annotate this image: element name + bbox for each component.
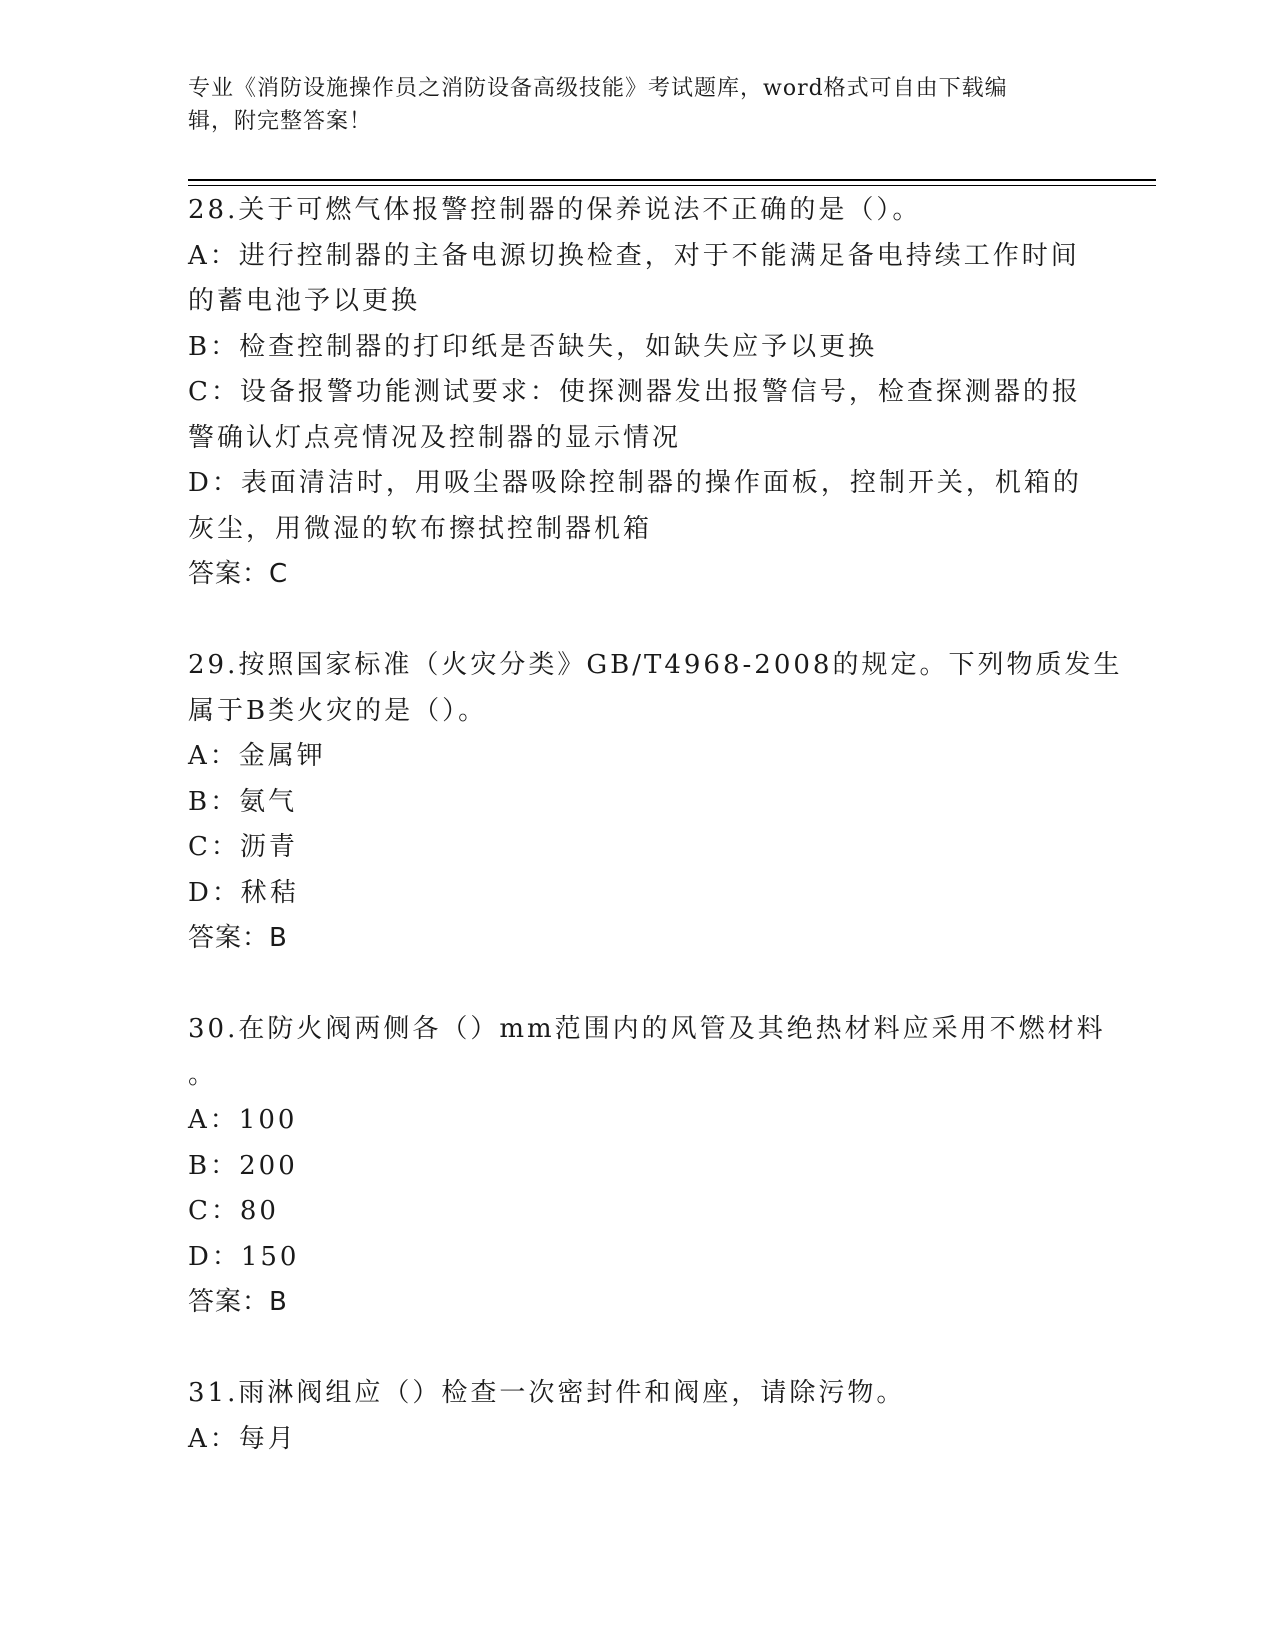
option-b: B：氨气	[188, 786, 298, 817]
question-stem: 29.按照国家标准（火灾分类》GB/T4968-2008的规定。下列物质发生	[188, 650, 1123, 680]
option-a-continued: 的蓄电池予以更换	[188, 286, 421, 316]
answer-line: 答案：C	[188, 559, 289, 589]
header-line: 专业《消防设施操作员之消防设备高级技能》考试题库，word格式可自由下载编	[188, 76, 1008, 101]
question-block	[188, 188, 1088, 598]
option-d: D：150	[188, 1241, 300, 1272]
question-stem-continued: 属于B类火灾的是（）。	[188, 695, 488, 726]
option-c: C：沥青	[188, 832, 298, 862]
question-list	[188, 188, 1123, 1462]
option-c: C：设备报警功能测试要求：使探测器发出报警信号，检查探测器的报	[188, 377, 1081, 407]
option-a: A：进行控制器的主备电源切换检查，对于不能满足备电持续工作时间	[188, 240, 1080, 271]
option-c-continued: 警确认灯点亮情况及控制器的显示情况	[188, 422, 682, 453]
header-divider-thin	[188, 185, 1156, 186]
header-divider-thick	[188, 179, 1156, 181]
question-block	[188, 1007, 1106, 1326]
option-d: D：表面清洁时，用吸尘器吸除控制器的操作面板，控制开关，机箱的	[188, 468, 1082, 498]
option-c: C：80	[188, 1196, 279, 1226]
option-a: A：金属钾	[188, 741, 326, 771]
answer-line: 答案：B	[188, 923, 288, 953]
question-stem: 28.关于可燃气体报警控制器的保养说法不正确的是（）。	[188, 195, 922, 225]
option-d-continued: 灰尘，用微湿的软布擦拭控制器机箱	[188, 513, 653, 544]
header-line: 辑，附完整答案！	[188, 109, 373, 134]
option-b: B：检查控制器的打印纸是否缺失，如缺失应予以更换	[188, 331, 878, 362]
question-stem: 30.在防火阀两侧各（）mm范围内的风管及其绝热材料应采用不燃材料	[188, 1014, 1106, 1044]
question-block	[188, 643, 1123, 962]
document-header	[188, 72, 1088, 138]
option-a: A：100	[188, 1105, 298, 1135]
option-d: D：秫秸	[188, 877, 299, 908]
option-b: B：200	[188, 1150, 298, 1181]
question-stem: 31.雨淋阀组应（）检查一次密封件和阀座，请除污物。	[188, 1378, 906, 1408]
question-block	[188, 1371, 1088, 1462]
option-a: A：每月	[188, 1423, 297, 1454]
question-stem-continued: 。	[188, 1059, 218, 1090]
answer-line: 答案：B	[188, 1287, 288, 1317]
